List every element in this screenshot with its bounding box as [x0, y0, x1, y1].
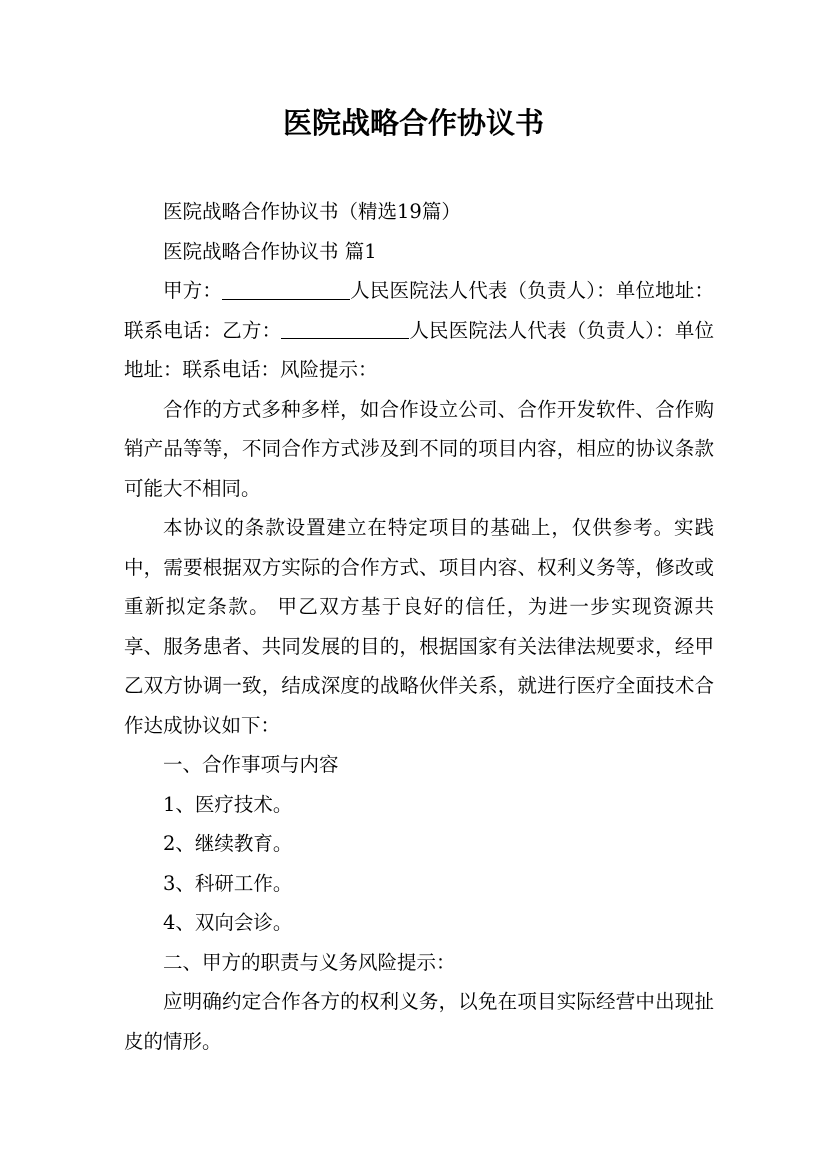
- paragraph-section-two: 二、甲方的职责与义务风险提示：: [163, 950, 456, 974]
- paragraph-rights-obligations: 应明确约定合作各方的权利义务，以免在项目实际经营中出现扯皮的情形。: [124, 990, 714, 1053]
- list-item-4: 4、双向会诊。: [163, 911, 293, 934]
- list-item-1: 1、医疗技术。: [163, 792, 293, 816]
- list-item-3: 3、科研工作。: [163, 871, 293, 895]
- document-body: [124, 192, 714, 1061]
- paragraph-parties: [124, 271, 714, 390]
- paragraph-section-heading: 医院战略合作协议书 篇1: [163, 239, 377, 263]
- party-a-details: 人民医院法人代表（负责人）：单位地址：联系电话：乙方：: [124, 279, 714, 342]
- list-item-2: 2、继续教育。: [163, 832, 293, 855]
- party-b-blank: [281, 317, 409, 339]
- paragraph-cooperation-methods: 合作的方式多种多样，如合作设立公司、合作开发软件、合作购销产品等等，不同合作方式涉及到不同的项目内容，相应的协议条款可能大不相同。: [124, 397, 714, 500]
- paragraph-agreement-basis: 本协议的条款设置建立在特定项目的基础上，仅供参考。实践中，需要根据双方实际的合作方式、项目内容、权利义务等，修改或重新拟定条款。 甲乙双方基于良好的信任，为进一步实现资源共享、服务患者、共同发展的目的，根据国家有关法律法规要求，经甲乙双方协调一致，结成深度的战略伙伴关系，就进行医疗全面技术合作达成协议如下：: [124, 516, 714, 737]
- paragraph-subtitle: 医院战略合作协议书（精选19篇）: [163, 200, 461, 223]
- party-a-label: 甲方：: [163, 279, 223, 302]
- party-a-blank: [222, 277, 350, 299]
- party-b-details: 人民医院法人代表（负责人）：单位地址：联系电话：风险提示：: [124, 318, 714, 381]
- document-title: 医院战略合作协议书: [282, 106, 544, 140]
- paragraph-section-one: 一、合作事项与内容: [163, 753, 339, 776]
